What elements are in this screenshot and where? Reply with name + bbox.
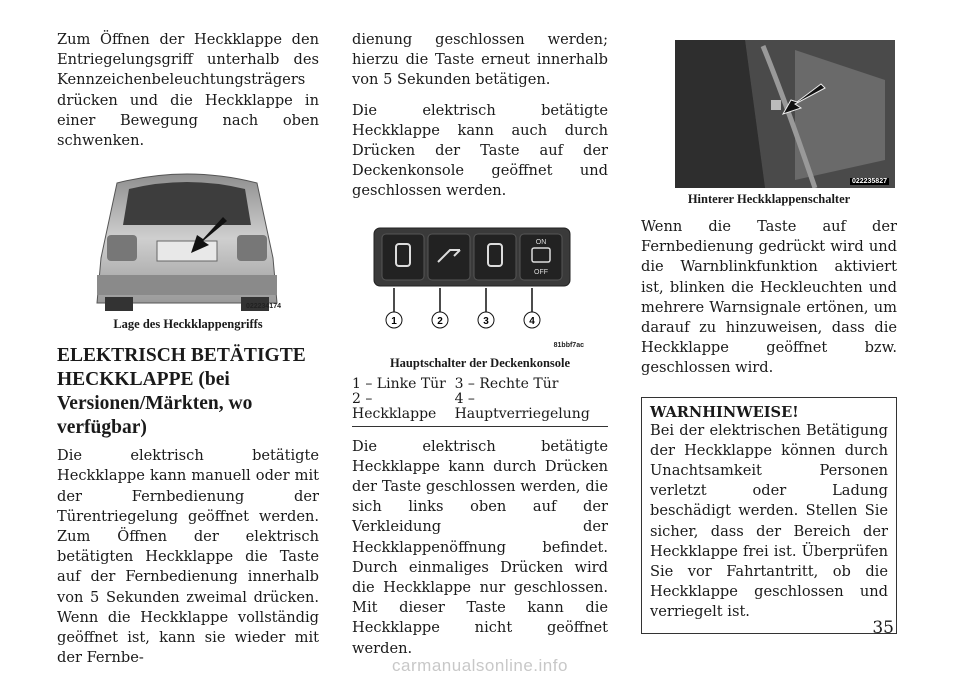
- warning-text: Bei der elektrischen Betätigung der Heckklappe können durch Unachtsamkeit Personen verletzt oder Ladung beschädigt werden. Stellen Sie sicher, dass der Bereich der Heckklappe frei ist. Überprüfen Sie vor Fahrtantritt, ob die Heckklappe geschlossen und verriegelt ist.: [650, 421, 888, 621]
- column-left: [57, 30, 319, 668]
- intro-text: Zum Öffnen der Heckklappe den Entriegelungsgriff unterhalb des Kennzeichenbeleuchtungsträgers drücken und die Heckklappe in einer Bewegung nach oben schwenken.: [57, 31, 319, 150]
- tailgate-handle-figure: [87, 163, 287, 313]
- legend-item: 1 – Linke Tür: [352, 375, 446, 392]
- legend-item: 2 – Heckklappe: [352, 390, 437, 422]
- callout-2: 2: [437, 315, 443, 327]
- callout-1: 1: [391, 315, 397, 327]
- continued-text: dienung geschlossen werden; hierzu die Taste erneut innerhalb von 5 Sekunden betätigen.: [352, 31, 608, 89]
- rear-switch-image: [675, 40, 895, 188]
- watermark: carmanualsonline.info: [392, 656, 568, 675]
- column-middle: [352, 30, 608, 659]
- legend-item: 4 – Hauptverriegelung: [454, 390, 590, 422]
- figure-caption: Hauptschalter der Deckenkonsole: [389, 355, 571, 370]
- figure-caption: Lage des Heckklappengriffs: [113, 317, 263, 332]
- legend-item: 3 – Rechte Tür: [454, 375, 559, 392]
- section-heading: ELEKTRISCH BETÄTIGTE HECKKLAPPE (bei Versionen/Märkten, wo verfügbar): [57, 345, 306, 439]
- legend-table: [352, 377, 608, 422]
- warning-box: [641, 397, 897, 634]
- figure-code: 022235827: [851, 178, 887, 185]
- divider: [352, 426, 608, 427]
- callout-4: 4: [529, 315, 535, 327]
- figure-caption: Hinterer Heckklappenschalter: [687, 192, 851, 206]
- console-switch-image: [366, 212, 590, 352]
- figure-code: 81bbf7ac: [553, 341, 584, 349]
- minivan-rear-image: [87, 163, 287, 313]
- on-label: ON: [535, 238, 547, 246]
- body-paragraph: Die elektrisch betätigte Heckklappe kann durch Drücken der Taste geschlossen werden, die sich links oben auf der Verkleidung der Heckklappenöffnung befindet. Durch einmaliges Drücken wird die Heckklappe nur geschlossen. Mit dieser Taste kann die Heckklappe nicht geöffnet werden.: [352, 437, 608, 657]
- body-paragraph: Wenn die Taste auf der Fernbedienung gedrückt wird und die Warnblinkfunktion aktiviert ist, blinken die Heckleuchten und mehrere Warnsignale ertönen, um darauf zu hinzuweisen, dass die Heckklappe geöffnet bzw. geschlossen wird.: [641, 218, 897, 377]
- body-paragraph: Die elektrisch betätigte Heckklappe kann manuell oder mit der Fernbedienung der Türentriegelung geöffnet werden. Zum Öffnen der elektrisch betätigten Heckklappe die Taste auf der Fernbedienung innerhalb von 5 Sekunden zweimal drücken. Wenn die Heckklappe vollständig geöffnet ist, kann sie wieder mit der Fernbe-: [57, 447, 319, 667]
- warning-title: WARNHINWEISE!: [650, 403, 799, 421]
- column-right: [641, 30, 897, 634]
- overhead-console-figure: [366, 212, 590, 352]
- body-paragraph: Die elektrisch betätigte Heckklappe kann auch durch Drücken der Taste auf der Deckenkonsole geöffnet und geschlossen werden.: [352, 101, 608, 200]
- off-label: OFF: [534, 268, 548, 276]
- figure-code: 022234174: [245, 303, 281, 311]
- rear-switch-figure: [675, 40, 895, 188]
- switch-icon: [771, 100, 781, 110]
- callout-3: 3: [483, 315, 489, 327]
- page-number: 35: [872, 618, 894, 638]
